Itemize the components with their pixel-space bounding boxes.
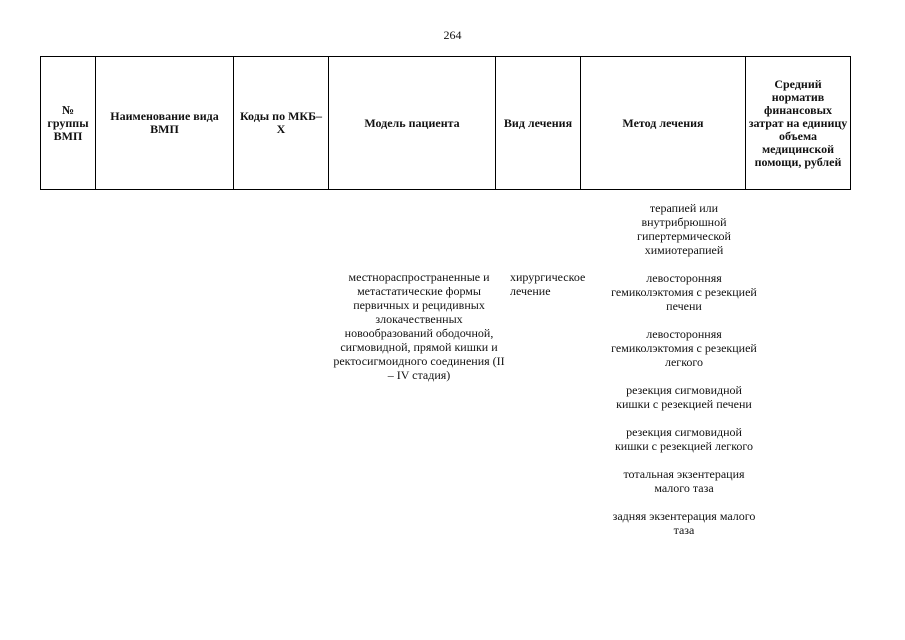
header-row — [41, 57, 851, 190]
col-header-vmp-name: Наименование вида ВМП — [96, 57, 234, 190]
treatment-type-cell: хирургическое лечение — [510, 270, 586, 298]
method-item: левосторонняя гемиколэктомия с резекцией печени — [611, 271, 757, 313]
treatment-methods-list — [608, 201, 760, 551]
col-header-patient-model: Модель пациента — [329, 57, 496, 190]
method-item: терапией или внутрибрюшной гипертермической химиотерапией — [637, 201, 731, 257]
col-header-treatment-type: Вид лечения — [496, 57, 581, 190]
method-item: левосторонняя гемиколэктомия с резекцией легкого — [611, 327, 757, 369]
page-number: 264 — [443, 28, 462, 42]
col-header-treatment-method: Метод лечения — [581, 57, 746, 190]
col-header-icd-codes: Коды по МКБ–X — [234, 57, 329, 190]
method-item: задняя экзентерация малого таза — [612, 509, 756, 537]
method-item: резекция сигмовидной кишки с резекцией легкого — [614, 425, 754, 453]
col-header-group-number: № группы ВМП — [41, 57, 96, 190]
method-item: тотальная экзентерация малого таза — [623, 467, 745, 495]
patient-model-cell: местнораспространенные и метастатические формы первичных и рецидивных злокачественных новообразований ободочной, сигмовидной, прямой кишки и ректосигмоидного соединения (II – IV стадия) — [333, 270, 505, 382]
table-header — [40, 56, 851, 190]
method-item: резекция сигмовидной кишки с резекцией печени — [616, 383, 752, 411]
col-header-average-cost: Средний норматив финансовых затрат на единицу объема медицинской помощи, рублей — [746, 57, 851, 190]
